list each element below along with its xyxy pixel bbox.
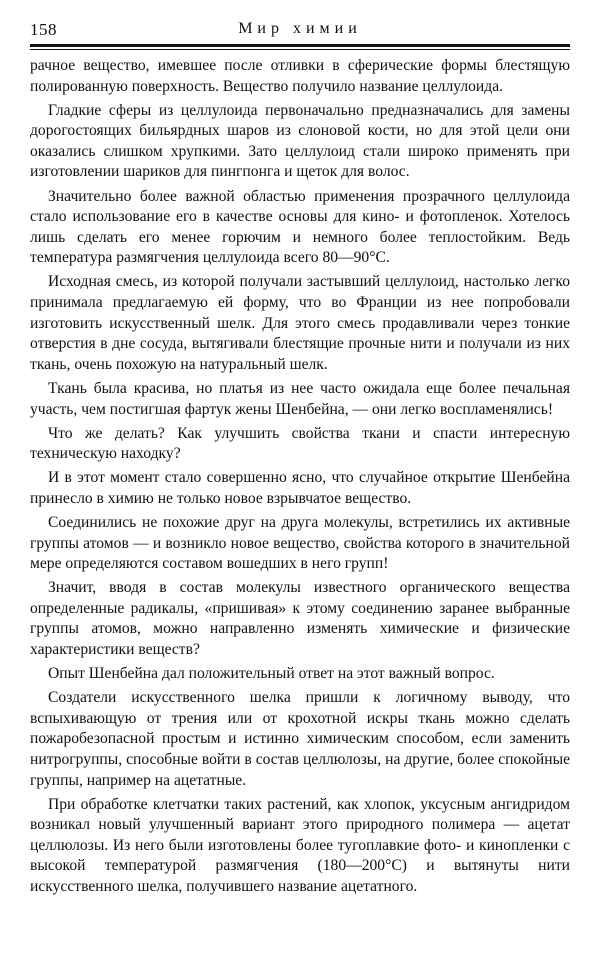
header-rule-thin bbox=[30, 49, 570, 50]
paragraph-10: Опыт Шенбейна дал положительный ответ на этот важный вопрос. bbox=[48, 665, 495, 683]
paragraph-5: Ткань была красива, но платья из нее часто ожидала еще более печальная участь, чем постигшая фартук жены Шенбейна, — они легко воспламенялись! bbox=[30, 379, 570, 418]
paragraph-8: Соединились не похожие друг на друга молекулы, встретились их активные группы атомов — и возникло новое вещество, свойства которого в значительной мере определяются составом вошедших в него групп! bbox=[30, 513, 570, 573]
book-page bbox=[30, 18, 570, 901]
header-rule-thick bbox=[30, 44, 570, 47]
paragraph-3: Значительно более важной областью применения прозрачного целлулоида стало использование его в качестве основы для кино- и фотопленок. Хотелось лишь сделать его менее горючим и немного более теплостойким. Ведь температура размягчения целлулоида всего 80—90°С. bbox=[30, 187, 570, 267]
body-text bbox=[30, 56, 570, 898]
paragraph-2: Гладкие сферы из целлулоида первоначально предназначались для замены дорогостоящих бильярдных шаров из слоновой кости, но для этой цели они оказались слишком хрупкими. Зато целлулоид стали широко применять при изготовлении шариков для пингпонга и щеток для волос. bbox=[30, 101, 570, 181]
paragraph-12: При обработке клетчатки таких растений, как хлопок, уксусным ангидридом возникал новый улучшенный вариант этого природного полимера — ацетат целлюлозы. Из него были изготовлены более тугоплавкие фото- и кинопленки с высокой температурой размягчения (180—200°С) и вытянуты нити искусственного шелка, получившего название ацетатного. bbox=[30, 795, 570, 896]
paragraph-4: Исходная смесь, из которой получали застывший целлулоид, настолько легко принимала предлагаемую ей форму, что во Франции из нее попробовали изготовить искусственный шелк. Для этого смесь продавливали через тонкие отверстия в дне сосуда, вытягивали блестящие прочные нити и получали из них ткань, очень похожую на натуральный шелк. bbox=[30, 273, 570, 373]
paragraph-1: рачное вещество, имевшее после отливки в сферические формы блестящую полированную поверхность. Вещество получило название целлулоида. bbox=[30, 57, 570, 95]
paragraph-11: Создатели искусственного шелка пришли к логичному выводу, что вспыхивающую от трения или от крохотной искры ткань можно сделать пожаробезопасной простым и истинно химическим способом, если заменить нитрогруппы, способные войти в состав целлюлозы, на другие, более спокойные группы, например на ацетатные. bbox=[30, 689, 570, 789]
paragraph-6: Что же делать? Как улучшить свойства ткани и спасти интересную техническую находку? bbox=[30, 424, 570, 463]
page-number: 158 bbox=[30, 20, 57, 39]
paragraph-9: Значит, вводя в состав молекулы известного органического вещества определенные радикалы, «пришивая» к этому соединению заранее выбранные группы атомов, можно направленно изменять химические и физические характеристики веществ? bbox=[30, 579, 570, 659]
page-header bbox=[30, 18, 570, 44]
paragraph-7: И в этот момент стало совершенно ясно, что случайное открытие Шенбейна принесло в химию не только новое взрывчатое вещество. bbox=[30, 469, 570, 507]
running-title: Мир химии bbox=[238, 20, 362, 37]
